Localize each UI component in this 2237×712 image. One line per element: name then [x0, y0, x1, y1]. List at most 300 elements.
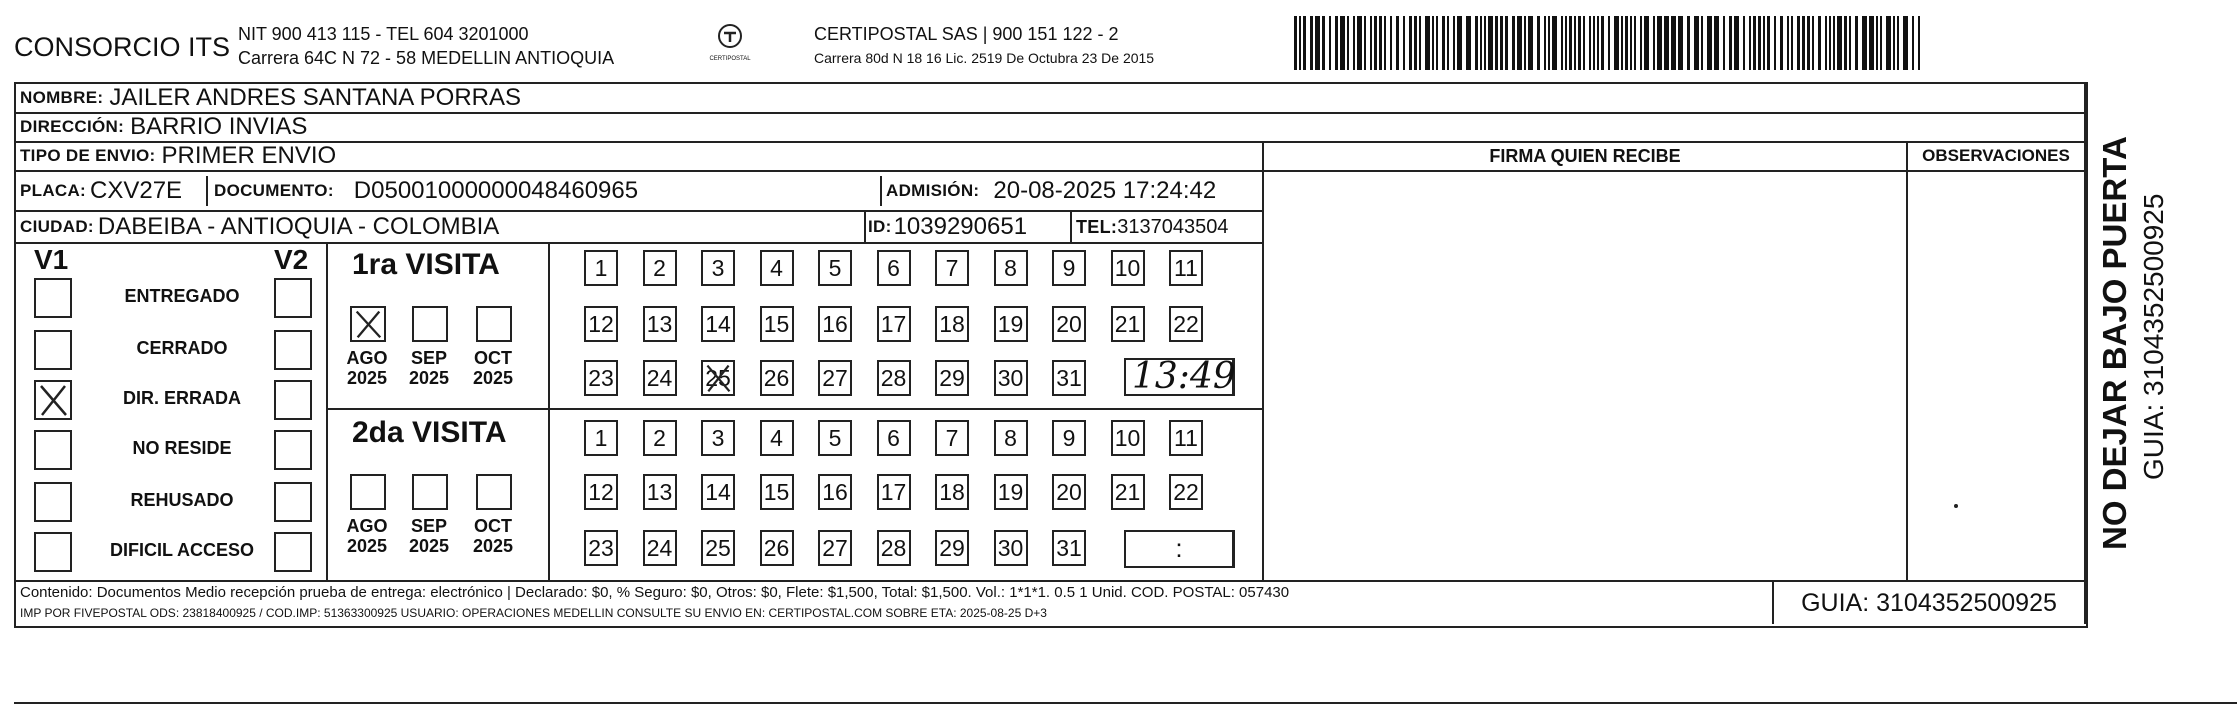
- day-number: 12: [588, 478, 614, 505]
- status-label: NO RESIDE: [132, 438, 232, 458]
- barcode-bar: [1625, 16, 1628, 70]
- id-label: ID:: [868, 217, 892, 236]
- v2-label: V2: [274, 244, 309, 275]
- barcode-bar: [1322, 16, 1325, 70]
- barcode-bar: [1671, 16, 1676, 70]
- day-number: 29: [939, 534, 965, 561]
- day-number: 12: [588, 310, 614, 337]
- month-checkbox[interactable]: [476, 306, 512, 342]
- day-number: 22: [1173, 310, 1199, 337]
- day-box[interactable]: [1052, 474, 1086, 510]
- barcode-bar: [1409, 16, 1412, 70]
- v2-checkbox[interactable]: [274, 430, 312, 470]
- certipostal-logo: [700, 22, 760, 66]
- barcode-bar: [1714, 16, 1719, 70]
- year-label: 2025: [472, 536, 514, 556]
- day-box[interactable]: [584, 250, 618, 286]
- day-number: 11: [1174, 424, 1198, 451]
- barcode-bar: [1797, 16, 1800, 70]
- month-label: OCT: [474, 516, 512, 536]
- documento-label: DOCUMENTO:: [214, 181, 334, 200]
- day-number: 16: [822, 478, 848, 505]
- side-line2: GUIA: 3104352500925: [2138, 193, 2169, 480]
- month-checkbox[interactable]: [350, 306, 386, 342]
- day-box[interactable]: [584, 530, 618, 566]
- day-box[interactable]: [1169, 306, 1203, 342]
- barcode-bar: [1802, 16, 1805, 70]
- visit1-time: 13:49: [1132, 356, 1236, 397]
- month-checkbox[interactable]: [350, 474, 386, 510]
- day-box[interactable]: [877, 420, 911, 456]
- ciudad-field: [20, 212, 499, 242]
- id-value: 1039290651: [893, 213, 1028, 240]
- barcode-bar: [1749, 16, 1751, 70]
- day-box[interactable]: [643, 250, 677, 286]
- day-number: 31: [1056, 364, 1082, 391]
- day-box[interactable]: [760, 360, 794, 396]
- day-box[interactable]: [584, 420, 618, 456]
- day-number: 19: [997, 310, 1024, 337]
- barcode-bar: [1500, 16, 1503, 70]
- barcode-bar: [1791, 16, 1793, 70]
- day-number: 9: [1062, 254, 1076, 281]
- barcode-bar: [1614, 16, 1619, 70]
- day-box[interactable]: [584, 306, 618, 342]
- barcode-bar: [1763, 16, 1765, 70]
- barcode-bar: [1601, 16, 1604, 70]
- barcode-bar: [1475, 16, 1478, 70]
- status-label: DIR. ERRADA: [122, 388, 241, 408]
- barcode-bar: [1787, 16, 1789, 70]
- v2-checkbox[interactable]: [274, 278, 312, 318]
- barcode-bar: [1457, 16, 1462, 70]
- day-number: 30: [997, 534, 1024, 561]
- month-checkbox[interactable]: [412, 474, 448, 510]
- barcode-bar: [1653, 16, 1655, 70]
- day-number: 9: [1062, 424, 1076, 451]
- status-label: REHUSADO: [130, 490, 234, 510]
- day-box[interactable]: [643, 306, 677, 342]
- day-box[interactable]: [1169, 474, 1203, 510]
- ciudad-label: CIUDAD:: [20, 217, 94, 236]
- barcode-bar: [1825, 16, 1827, 70]
- barcode-bar: [1436, 16, 1438, 70]
- day-box[interactable]: [701, 474, 735, 510]
- day-number: 3: [711, 254, 725, 281]
- barcode-bar: [1453, 16, 1455, 70]
- barcode-bar: [1678, 16, 1683, 70]
- day-number: 24: [646, 534, 673, 561]
- day-box[interactable]: [701, 530, 735, 566]
- day-box[interactable]: [760, 420, 794, 456]
- day-number: 15: [763, 478, 790, 505]
- month-label: OCT: [474, 348, 512, 368]
- day-box[interactable]: [818, 530, 852, 566]
- barcode-bar: [1552, 16, 1557, 70]
- barcode-bar: [1565, 16, 1567, 70]
- barcode-bar: [1855, 16, 1858, 70]
- barcode-bar: [1729, 16, 1732, 70]
- barcode-bar: [1569, 16, 1572, 70]
- day-box[interactable]: [935, 306, 969, 342]
- day-box[interactable]: [935, 360, 969, 396]
- v2-checkbox[interactable]: [274, 380, 312, 420]
- barcode-bar: [1829, 16, 1831, 70]
- logo-text: CERTIPOSTAL: [709, 56, 751, 62]
- barcode-bar: [1862, 16, 1867, 70]
- barcode-bar: [1299, 16, 1301, 70]
- day-number: 1: [594, 424, 608, 451]
- day-number: 5: [828, 424, 842, 451]
- footer-contenido: Contenido: Documentos Medio recepción prueba de entrega: electrónico | Declarado: $0, % Seguro: $0, Otros: $0, Flete: $1,500, Total: $1,500. Vol.: 1*1*1. 0.5 1 Unid. COD. POSTAL: 057430: [20, 584, 1290, 601]
- day-number: 5: [828, 254, 842, 281]
- barcode-bar: [1687, 16, 1690, 70]
- barcode-bar: [1869, 16, 1874, 70]
- day-box[interactable]: [877, 306, 911, 342]
- direccion-value: BARRIO INVIAS: [130, 113, 308, 140]
- barcode-bar: [1347, 16, 1349, 70]
- day-number: 7: [945, 424, 959, 451]
- barcode-bar: [1524, 16, 1526, 70]
- day-box[interactable]: [1111, 250, 1145, 286]
- side-warning: [2096, 90, 2186, 550]
- tipo-value: PRIMER ENVIO: [161, 142, 337, 169]
- barcode-bar: [1495, 16, 1498, 70]
- day-box[interactable]: [935, 530, 969, 566]
- tipo-label: TIPO DE ENVIO:: [20, 146, 156, 165]
- barcode-bar: [1505, 16, 1508, 70]
- barcode-bar: [1812, 16, 1814, 70]
- day-number: 31: [1056, 534, 1082, 561]
- day-box[interactable]: [1169, 420, 1203, 456]
- day-box[interactable]: [760, 306, 794, 342]
- barcode-bar: [1593, 16, 1595, 70]
- day-number: 13: [646, 310, 673, 337]
- barcode-bar: [1893, 16, 1895, 70]
- barcode-bar: [1897, 16, 1899, 70]
- barcode-bar: [1512, 16, 1515, 70]
- day-box[interactable]: [994, 420, 1028, 456]
- certipostal-address: Carrera 80d N 18 16 Lic. 2519 De Octubra 23 De 2015: [814, 50, 1155, 66]
- barcode-bar: [1480, 16, 1482, 70]
- barcode-bar: [1315, 16, 1320, 70]
- barcode-bar: [1657, 16, 1662, 70]
- barcode-bar: [1335, 16, 1338, 70]
- status-label: DIFICIL ACCESO: [109, 540, 254, 560]
- visit1-title: 1ra VISITA: [352, 248, 500, 281]
- day-number: 1: [594, 254, 608, 281]
- footer-imp: IMP POR FIVEPOSTAL ODS: 23818400925 / COD.IMP: 51363300925 USUARIO: OPERACIONES MEDELLIN CONSULTE SU ENVIO EN: CERTIPOSTAL.COM SOBRE ETA: 2025-08-25 D+3: [20, 606, 1047, 620]
- day-cross: [703, 362, 733, 394]
- barcode-bar: [1707, 16, 1712, 70]
- nombre-row: [20, 84, 521, 112]
- status-label: CERRADO: [136, 338, 228, 358]
- day-box[interactable]: [760, 474, 794, 510]
- day-box[interactable]: [877, 250, 911, 286]
- day-box[interactable]: [584, 360, 618, 396]
- barcode: [1294, 16, 1928, 70]
- barcode-graphic: [1294, 16, 1928, 70]
- barcode-bar: [1447, 16, 1449, 70]
- barcode-bar: [1664, 16, 1669, 70]
- year-label: 2025: [408, 368, 450, 388]
- barcode-bar: [1634, 16, 1636, 70]
- footer-guia: GUIA: 3104352500925: [1801, 589, 2057, 617]
- barcode-bar: [1621, 16, 1623, 70]
- month-checkbox[interactable]: [412, 306, 448, 342]
- year-label: 2025: [346, 368, 388, 388]
- v1-checkbox[interactable]: [34, 482, 72, 522]
- day-number: 28: [880, 364, 907, 391]
- barcode-bar: [1370, 16, 1372, 70]
- tipo-row: [20, 142, 336, 170]
- barcode-bar: [1561, 16, 1563, 70]
- barcode-bar: [1303, 16, 1306, 70]
- day-box[interactable]: [994, 360, 1028, 396]
- day-number: 27: [822, 364, 848, 391]
- barcode-bar: [1329, 16, 1331, 70]
- firma-header: FIRMA QUIEN RECIBE: [1489, 146, 1681, 166]
- day-number: 29: [939, 364, 965, 391]
- barcode-bar: [1310, 16, 1313, 70]
- day-number: 10: [1114, 254, 1141, 281]
- day-number: 2: [653, 424, 666, 451]
- day-box[interactable]: [994, 250, 1028, 286]
- id-field: [868, 212, 1027, 242]
- day-box[interactable]: [643, 474, 677, 510]
- day-box[interactable]: [1052, 360, 1086, 396]
- barcode-bar: [1578, 16, 1581, 70]
- barcode-bar: [1903, 16, 1908, 70]
- barcode-bar: [1818, 16, 1821, 70]
- day-number: 18: [939, 478, 965, 505]
- tel-label: TEL:: [1076, 216, 1118, 237]
- barcode-bar: [1390, 16, 1392, 70]
- documento-field: [214, 174, 638, 208]
- day-number: 21: [1114, 310, 1141, 337]
- barcode-bar: [1723, 16, 1725, 70]
- observaciones-header: OBSERVACIONES: [1922, 146, 2070, 165]
- day-box[interactable]: [818, 250, 852, 286]
- day-number: 22: [1173, 478, 1199, 505]
- visit2-title: 2da VISITA: [352, 416, 507, 449]
- day-number: 20: [1056, 478, 1082, 505]
- barcode-bar: [1807, 16, 1810, 70]
- day-number: 23: [588, 364, 614, 391]
- day-box[interactable]: [935, 474, 969, 510]
- day-box[interactable]: [1111, 474, 1145, 510]
- day-box[interactable]: [701, 420, 735, 456]
- day-number: 26: [763, 364, 790, 391]
- day-box[interactable]: [1111, 306, 1145, 342]
- v1-checkbox[interactable]: [34, 532, 72, 572]
- v1-checkbox[interactable]: [34, 430, 72, 470]
- barcode-bar: [1432, 16, 1434, 70]
- day-box[interactable]: [1052, 250, 1086, 286]
- day-box[interactable]: [643, 360, 677, 396]
- v1-checkbox[interactable]: [34, 330, 72, 370]
- barcode-bar: [1734, 16, 1739, 70]
- day-box[interactable]: [760, 530, 794, 566]
- day-box[interactable]: [1169, 250, 1203, 286]
- company-nit: NIT 900 413 115 - TEL 604 3201000: [238, 24, 529, 44]
- day-box[interactable]: [935, 420, 969, 456]
- documento-value: D05001000000048460965: [353, 177, 639, 204]
- day-box[interactable]: [994, 474, 1028, 510]
- day-number: 21: [1114, 478, 1141, 505]
- month-label: AGO: [346, 516, 388, 536]
- day-box[interactable]: [643, 530, 677, 566]
- barcode-bar: [1837, 16, 1842, 70]
- day-number: 13: [646, 478, 673, 505]
- day-number: 30: [997, 364, 1024, 391]
- day-box[interactable]: [935, 250, 969, 286]
- v1-checkbox[interactable]: [34, 380, 72, 420]
- v2-checkbox[interactable]: [274, 532, 312, 572]
- barcode-bar: [1876, 16, 1878, 70]
- day-box[interactable]: [877, 360, 911, 396]
- barcode-bar: [1774, 16, 1776, 70]
- day-box[interactable]: [760, 250, 794, 286]
- company-name: CONSORCIO ITS: [14, 32, 231, 62]
- barcode-bar: [1694, 16, 1699, 70]
- barcode-bar: [1544, 16, 1546, 70]
- v1-checkbox[interactable]: [34, 278, 72, 318]
- day-number: 14: [705, 310, 731, 337]
- barcode-bar: [1758, 16, 1761, 70]
- day-box[interactable]: [1052, 530, 1086, 566]
- barcode-bar: [1644, 16, 1649, 70]
- day-number: 23: [588, 534, 614, 561]
- day-number: 27: [822, 534, 848, 561]
- barcode-bar: [1379, 16, 1382, 70]
- barcode-bar: [1640, 16, 1642, 70]
- day-number: 7: [945, 254, 959, 281]
- day-number: 2: [653, 254, 666, 281]
- side-line1: NO DEJAR BAJO PUERTA: [2096, 136, 2133, 550]
- direccion-row: [20, 113, 307, 141]
- v2-checkbox[interactable]: [274, 330, 312, 370]
- day-box[interactable]: [994, 306, 1028, 342]
- day-number: 18: [939, 310, 965, 337]
- barcode-bar: [1442, 16, 1445, 70]
- day-box[interactable]: [1052, 306, 1086, 342]
- day-number: 26: [763, 534, 790, 561]
- barcode-bar: [1574, 16, 1576, 70]
- placa-value: CXV27E: [90, 177, 183, 204]
- day-number: 8: [1004, 254, 1017, 281]
- barcode-bar: [1414, 16, 1417, 70]
- v1-label: V1: [34, 244, 69, 275]
- tel-field: [1076, 212, 1228, 242]
- barcode-bar: [1780, 16, 1783, 70]
- month-label: SEP: [410, 348, 448, 368]
- barcode-bar: [1743, 16, 1745, 70]
- month-checkbox[interactable]: [476, 474, 512, 510]
- barcode-bar: [1419, 16, 1421, 70]
- day-number: 28: [880, 534, 907, 561]
- direccion-label: DIRECCIÓN:: [20, 117, 125, 136]
- day-number: 10: [1114, 424, 1141, 451]
- day-box[interactable]: [818, 420, 852, 456]
- day-box[interactable]: [701, 360, 735, 396]
- barcode-bar: [1918, 16, 1920, 70]
- barcode-bar: [1630, 16, 1632, 70]
- admision-field: [886, 174, 1216, 208]
- barcode-bar: [1833, 16, 1835, 70]
- company-address: Carrera 64C N 72 - 58 MEDELLIN ANTIOQUIA: [238, 48, 615, 68]
- barcode-bar: [1484, 16, 1486, 70]
- year-label: 2025: [408, 536, 450, 556]
- day-number: 16: [822, 310, 848, 337]
- day-box[interactable]: [994, 530, 1028, 566]
- v2-checkbox[interactable]: [274, 482, 312, 522]
- barcode-bar: [1597, 16, 1599, 70]
- barcode-bar: [1425, 16, 1430, 70]
- day-box[interactable]: [1111, 420, 1145, 456]
- day-box[interactable]: [584, 474, 618, 510]
- day-number: 25: [705, 534, 731, 561]
- day-number: 19: [997, 478, 1024, 505]
- barcode-bar: [1294, 16, 1297, 70]
- ciudad-value: DABEIBA - ANTIOQUIA - COLOMBIA: [97, 213, 500, 240]
- day-number: 8: [1004, 424, 1017, 451]
- day-box[interactable]: [818, 360, 852, 396]
- barcode-bar: [1384, 16, 1386, 70]
- nombre-label: NOMBRE:: [20, 88, 104, 107]
- day-number: 15: [763, 310, 790, 337]
- day-box[interactable]: [701, 250, 735, 286]
- barcode-bar: [1488, 16, 1493, 70]
- day-box[interactable]: [818, 306, 852, 342]
- day-box[interactable]: [877, 530, 911, 566]
- barcode-bar: [1396, 16, 1399, 70]
- placa-label: PLACA:: [20, 181, 87, 200]
- day-box[interactable]: [643, 420, 677, 456]
- nombre-value: JAILER ANDRES SANTANA PORRAS: [109, 84, 521, 111]
- barcode-bar: [1340, 16, 1345, 70]
- barcode-bar: [1753, 16, 1756, 70]
- day-box[interactable]: [1052, 420, 1086, 456]
- day-number: 6: [887, 424, 900, 451]
- barcode-bar: [1528, 16, 1533, 70]
- day-number: 25: [705, 364, 731, 391]
- day-box[interactable]: [818, 474, 852, 510]
- status-label: ENTREGADO: [124, 286, 240, 306]
- day-number: 17: [880, 478, 907, 505]
- month-label: AGO: [346, 348, 388, 368]
- day-box[interactable]: [877, 474, 911, 510]
- barcode-bar: [1548, 16, 1550, 70]
- barcode-bar: [1403, 16, 1405, 70]
- barcode-bar: [1517, 16, 1522, 70]
- year-label: 2025: [472, 368, 514, 388]
- barcode-bar: [1880, 16, 1882, 70]
- day-box[interactable]: [701, 306, 735, 342]
- placa-field: [20, 174, 182, 208]
- observation-mark: [1954, 504, 1958, 508]
- day-number: 17: [880, 310, 907, 337]
- year-label: 2025: [346, 536, 388, 556]
- day-number: 3: [711, 424, 725, 451]
- visit1-time-box: [1124, 358, 1235, 396]
- admision-value: 20-08-2025 17:24:42: [993, 177, 1217, 204]
- month-label: SEP: [410, 516, 448, 536]
- barcode-bar: [1701, 16, 1703, 70]
- day-number: 4: [770, 424, 783, 451]
- barcode-bar: [1849, 16, 1851, 70]
- barcode-bar: [1583, 16, 1585, 70]
